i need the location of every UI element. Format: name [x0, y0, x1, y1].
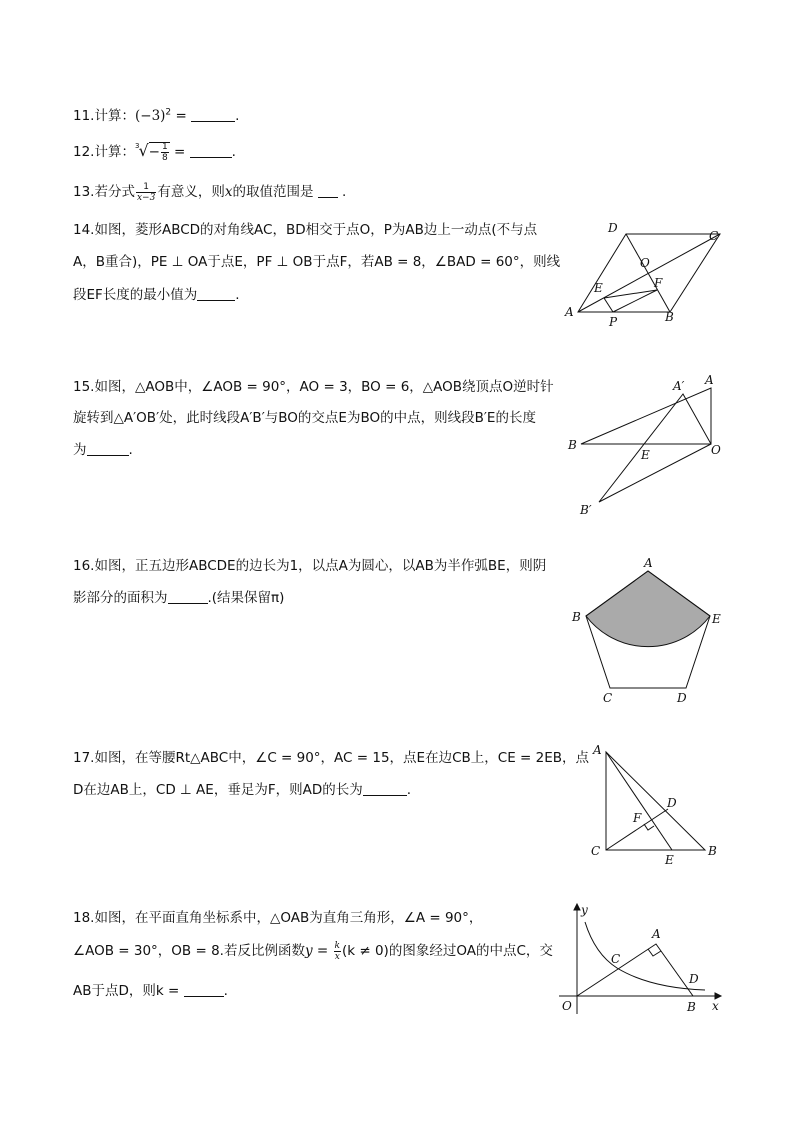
answer-blank[interactable] — [87, 454, 129, 456]
problem-text: 若分式 — [94, 184, 135, 200]
radicand — [148, 141, 170, 163]
variable: x — [224, 184, 233, 200]
fraction-numerator: 1 — [161, 141, 168, 152]
segment-pe — [604, 298, 613, 312]
problem-16-line-1: 16.如图，正五边形ABCDE的边长为1，以点A为圆心，以AB为半作弧BE，则阴 — [73, 558, 547, 574]
label-o: O — [640, 256, 650, 270]
problem-16-line-2 — [73, 586, 284, 606]
label-b-prime: B′ — [580, 503, 592, 517]
problem-13 — [73, 180, 346, 203]
label-c: C — [591, 844, 601, 858]
problem-text: 计算： — [94, 144, 135, 160]
problem-17-line-2 — [73, 778, 411, 798]
figure-14-rhombus — [560, 220, 730, 330]
math-expression: (−3) — [134, 108, 166, 124]
problem-text: 影部分的面积为 — [73, 590, 168, 606]
fraction — [161, 142, 169, 163]
answer-blank[interactable] — [168, 602, 208, 604]
answer-blank[interactable] — [363, 794, 407, 796]
fraction-denominator: x — [334, 951, 340, 962]
label-f: F — [654, 276, 663, 290]
triangle-a-prime-ob-prime — [599, 394, 711, 502]
period: . — [342, 184, 347, 200]
label-b: B — [687, 1000, 696, 1014]
figure-16-pentagon — [565, 555, 730, 710]
fraction — [334, 941, 341, 962]
label-b: B — [572, 610, 581, 624]
figure-18-coordinate-plane — [555, 902, 725, 1017]
label-a: A — [705, 373, 714, 387]
function-y: y = — [304, 943, 333, 959]
label-d: D — [667, 796, 677, 810]
fraction-numerator: k — [334, 940, 340, 951]
fraction-denominator: x−3 — [136, 192, 156, 203]
label-e: E — [665, 853, 674, 867]
problem-text: 计算： — [94, 108, 135, 124]
problem-15-line-3 — [73, 438, 133, 458]
right-angle-mark — [644, 824, 654, 830]
fraction-numerator: 1 — [136, 182, 156, 193]
problem-text: AB于点D，则k = — [73, 983, 184, 999]
label-c: C — [611, 952, 621, 966]
triangle-abc — [606, 752, 705, 850]
diagonal-ac — [578, 234, 720, 312]
label-d: D — [689, 972, 699, 986]
root-index: 3 — [134, 142, 140, 150]
label-y: y — [581, 903, 588, 917]
problem-number: 11. — [73, 108, 95, 124]
problem-text: (k ≠ 0)的图象经过OA的中点C，交 — [341, 943, 553, 959]
figure-17-right-triangle — [585, 740, 725, 870]
answer-blank[interactable] — [190, 156, 232, 158]
problem-11 — [73, 104, 239, 124]
radical-sign-icon: √ — [138, 141, 149, 160]
label-a: A — [565, 305, 574, 319]
label-c: C — [709, 229, 719, 243]
answer-blank[interactable] — [318, 196, 338, 198]
answer-blank[interactable] — [191, 120, 235, 122]
period: . — [235, 108, 240, 124]
exponent: 2 — [165, 107, 172, 118]
problem-text: 段EF长度的最小值为 — [73, 287, 198, 303]
label-e: E — [712, 612, 721, 626]
problem-18-line-3 — [73, 979, 228, 999]
period: . — [406, 782, 412, 798]
minus-sign: − — [148, 144, 160, 160]
label-b: B — [665, 310, 674, 324]
period: . — [128, 442, 133, 458]
label-p: P — [609, 315, 618, 329]
triangle-aob — [581, 388, 711, 444]
problem-18-line-2 — [73, 939, 553, 962]
triangle-oab — [577, 944, 693, 996]
label-o: O — [711, 443, 721, 457]
right-angle-mark — [648, 949, 661, 956]
label-a: A — [593, 743, 602, 757]
label-d: D — [608, 221, 618, 235]
label-e: E — [641, 448, 650, 462]
problem-14-line-2: A，B重合)，PE ⊥ OA于点E，PF ⊥ OB于点F，若AB = 8，∠BAD = 60°，则线 — [73, 254, 561, 270]
label-a-prime: A′ — [673, 379, 685, 393]
period: . — [235, 287, 240, 303]
label-a: A — [652, 927, 661, 941]
period: . — [223, 983, 228, 999]
problem-text: .(结果保留π) — [207, 590, 285, 606]
label-f: F — [633, 811, 642, 825]
hyperbola-curve — [585, 922, 705, 990]
answer-blank[interactable] — [184, 995, 224, 997]
shaded-region — [586, 571, 710, 647]
label-o: O — [562, 999, 572, 1013]
label-b: B — [708, 844, 717, 858]
problem-number: 12. — [73, 144, 95, 160]
label-b: B — [568, 438, 577, 452]
period: . — [231, 144, 236, 160]
problem-text: 为 — [73, 442, 87, 458]
problem-text: 的取值范围是 — [232, 184, 314, 200]
label-e: E — [594, 281, 603, 295]
problem-14-line-1: 14.如图，菱形ABCD的对角线AC，BD相交于点O，P为AB边上一动点(不与点 — [73, 222, 538, 238]
y-axis-arrow-icon — [574, 904, 580, 910]
problem-15-line-1: 15.如图，△AOB中，∠AOB = 90°，AO = 3，BO = 6，△AOB绕顶点O逆时针 — [73, 379, 554, 395]
problem-number: 13. — [73, 184, 95, 200]
equals-sign: = — [169, 144, 190, 160]
equals-sign: = — [171, 108, 192, 124]
label-d: D — [677, 691, 687, 705]
problem-18-line-1: 18.如图，在平面直角坐标系中，△OAB为直角三角形，∠A = 90°， — [73, 910, 483, 926]
problem-text: ∠AOB = 30°，OB = 8.若反比例函数 — [73, 943, 305, 959]
problem-text: D在边AB上，CD ⊥ AE，垂足为F，则AD的长为 — [73, 782, 363, 798]
fraction — [136, 182, 156, 203]
problem-15-line-2: 旋转到△A′OB′处，此时线段A′B′与BO的交点E为BO的中点，则线段B′E的长度 — [73, 410, 536, 426]
problem-12 — [73, 140, 236, 163]
problem-17-line-1: 17.如图，在等腰Rt△ABC中，∠C = 90°，AC = 15，点E在边CB上，CE = 2EB，点 — [73, 750, 590, 766]
fraction-denominator: 8 — [161, 152, 168, 163]
figure-15-rotation — [565, 372, 735, 517]
label-a: A — [644, 556, 653, 570]
segment-ae — [606, 752, 672, 850]
problem-14-line-3 — [73, 283, 240, 303]
problem-text: 有意义，则 — [157, 184, 225, 200]
label-c: C — [603, 691, 613, 705]
answer-blank[interactable] — [197, 299, 235, 301]
diagonal-bd — [626, 234, 670, 312]
label-x: x — [712, 999, 719, 1013]
